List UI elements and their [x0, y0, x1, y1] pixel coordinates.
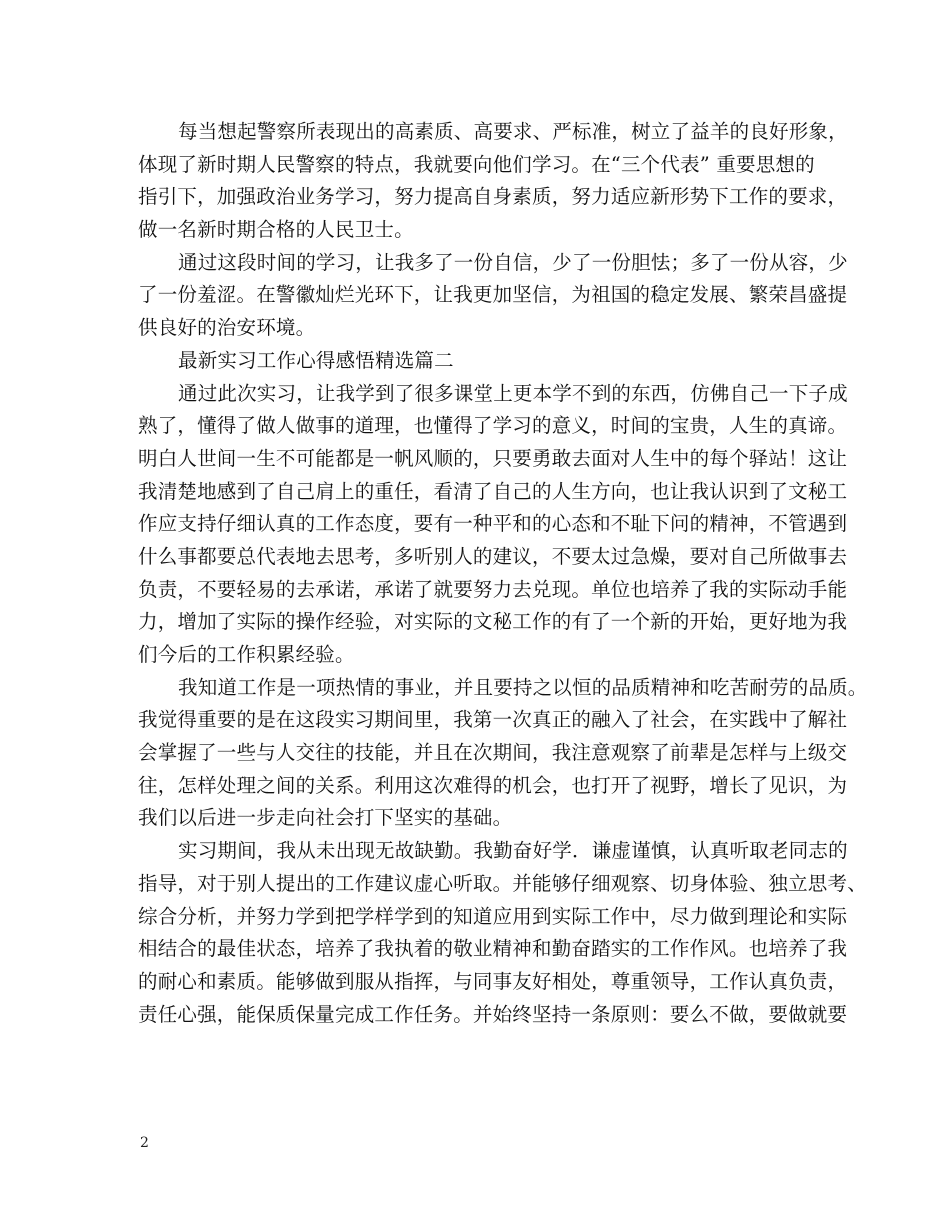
text-line: 我清楚地感到了自己肩上的重任，看清了自己的人生方向，也让我认识到了文秘工: [138, 479, 848, 503]
text-line: 相结合的最佳状态，培养了我执着的敬业精神和勤奋踏实的工作作风。也培养了我: [138, 937, 848, 961]
text-line: 熟了，懂得了做人做事的道理，也懂得了学习的意义，时间的宝贵，人生的真谛。: [138, 414, 848, 438]
text-line: 通过此次实习，让我学到了很多课堂上更本学不到的东西，仿佛自己一下子成: [178, 381, 848, 405]
text-line: 我们以后进一步走向社会打下坚实的基础。: [138, 806, 513, 830]
text-line: 通过这段时间的学习，让我多了一份自信，少了一份胆怯；多了一份从容，少: [178, 250, 848, 274]
text-line: 综合分析，并努力学到把学样学到的知道应用到实际工作中，尽力做到理论和实际: [138, 904, 848, 928]
text-line: 们今后的工作积累经验。: [138, 643, 355, 666]
document-body: [138, 116, 868, 1031]
text-line: 供良好的治安环境。: [138, 316, 316, 340]
text-line: 的耐心和素质。能够做到服从指挥，与同事友好相处，尊重领导，工作认真负责，: [138, 969, 848, 993]
text-line: 力，增加了实际的操作经验，对实际的文秘工作的有了一个新的开始，更好地为我: [138, 610, 848, 634]
text-line: 作应支持仔细认真的工作态度，要有一种平和的心态和不耻下问的精神，不管遇到: [138, 512, 848, 536]
text-line: 明白人世间一生不可能都是一帆风顺的，只要勇敢去面对人生中的每个驿站！这让: [138, 446, 848, 470]
text-line: 会掌握了一些与人交往的技能，并且在次期间，我注意观察了前辈是怎样与上级交: [138, 741, 848, 765]
text-line: 体现了新时期人民警察的特点，我就要向他们学习。在“三个代表” 重要思想的: [138, 152, 815, 176]
text-line: 了一份羞涩。在警徽灿烂光环下，让我更加坚信，为祖国的稳定发展、繁荣昌盛提: [138, 283, 848, 307]
text-line: 每当想起警察所表现出的高素质、高要求、严标准，树立了益羊的良好形象，: [178, 120, 848, 143]
text-line: 我觉得重要的是在这段实习期间里，我第一次真正的融入了社会，在实践中了解社: [138, 708, 848, 732]
text-line: 指引下，加强政治业务学习，努力提高自身素质，努力适应新形势下工作的要求，: [138, 185, 848, 209]
text-line: 最新实习工作心得感悟精选篇二: [178, 348, 454, 372]
text-line: 做一名新时期合格的人民卫士。: [138, 218, 414, 242]
text-line: 指导，对于别人提出的工作建议虚心听取。并能够仔细观察、切身体验、独立思考、: [138, 871, 867, 895]
text-line: 负责，不要轻易的去承诺，承诺了就要努力去兑现。单位也培养了我的实际动手能: [138, 577, 848, 601]
text-line: 实习期间，我从未出现无故缺勤。我勤奋好学．谦虚谨慎，认真听取老同志的: [178, 839, 848, 863]
text-line: 责任心强，能保质保量完成工作任务。并始终坚持一条原则：要么不做，要做就要: [138, 1002, 848, 1026]
text-line: 什么事都要总代表地去思考，多听别人的建议，不要太过急燥，要对自己所做事去: [138, 544, 848, 568]
text-line: 往，怎样处理之间的关系。利用这次难得的机会，也打开了视野，增长了见识，为: [138, 773, 848, 797]
text-line: 我知道工作是一项热情的事业，并且要持之以恒的品质精神和吃苦耐劳的品质。: [178, 675, 868, 699]
page-number: 2: [140, 1135, 149, 1151]
